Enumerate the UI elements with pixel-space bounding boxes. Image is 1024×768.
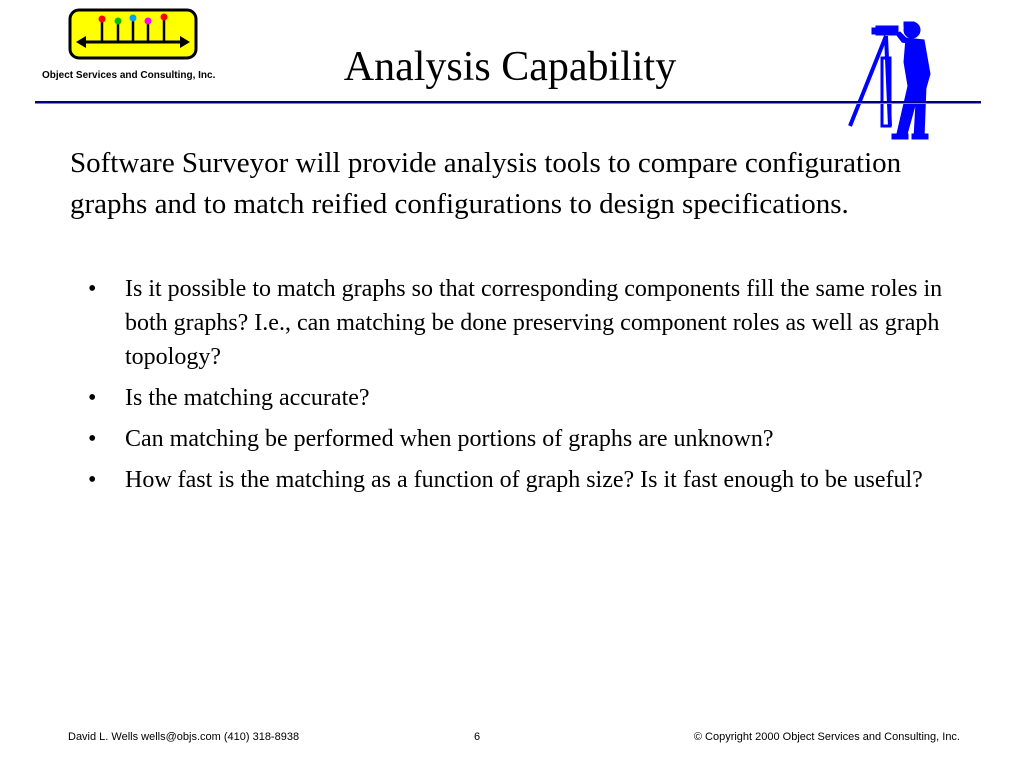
bullet-text: How fast is the matching as a function of graph size? Is it fast enough to be useful? [125, 467, 923, 493]
slide-title: Analysis Capability [343, 44, 677, 90]
bullet-list [85, 272, 955, 504]
header-divider [35, 101, 981, 104]
bullet-glyph: • [88, 276, 97, 302]
logo-icon [68, 8, 198, 60]
bullet-text: Is it possible to match graphs so that corresponding components fill the same roles in both graphs? I.e., can matching be done preserving component roles as well as graph topology? [125, 276, 943, 370]
bullet-glyph: • [88, 426, 97, 452]
bullet-glyph: • [88, 385, 97, 411]
surveyor-icon [846, 18, 956, 140]
company-name: Object Services and Consulting, Inc. [42, 70, 216, 81]
surveyor-illustration [846, 18, 956, 140]
list-item [85, 381, 955, 415]
list-item [85, 463, 955, 497]
bullet-text: Can matching be performed when portions of graphs are unknown? [125, 426, 774, 452]
list-item [85, 272, 955, 374]
list-item [85, 422, 955, 456]
bullet-text: Is the matching accurate? [125, 385, 370, 411]
footer-author: David L. Wells wells@objs.com (410) 318-8938 [68, 731, 300, 743]
footer-copyright: © Copyright 2000 Object Services and Consulting, Inc. [693, 731, 960, 743]
bullet-glyph: • [88, 467, 97, 493]
page-number: 6 [474, 731, 481, 743]
company-logo [68, 8, 198, 60]
intro-paragraph: Software Surveyor will provide analysis tools to compare configuration graphs and to match reified configurations to design specifications. [70, 147, 902, 220]
